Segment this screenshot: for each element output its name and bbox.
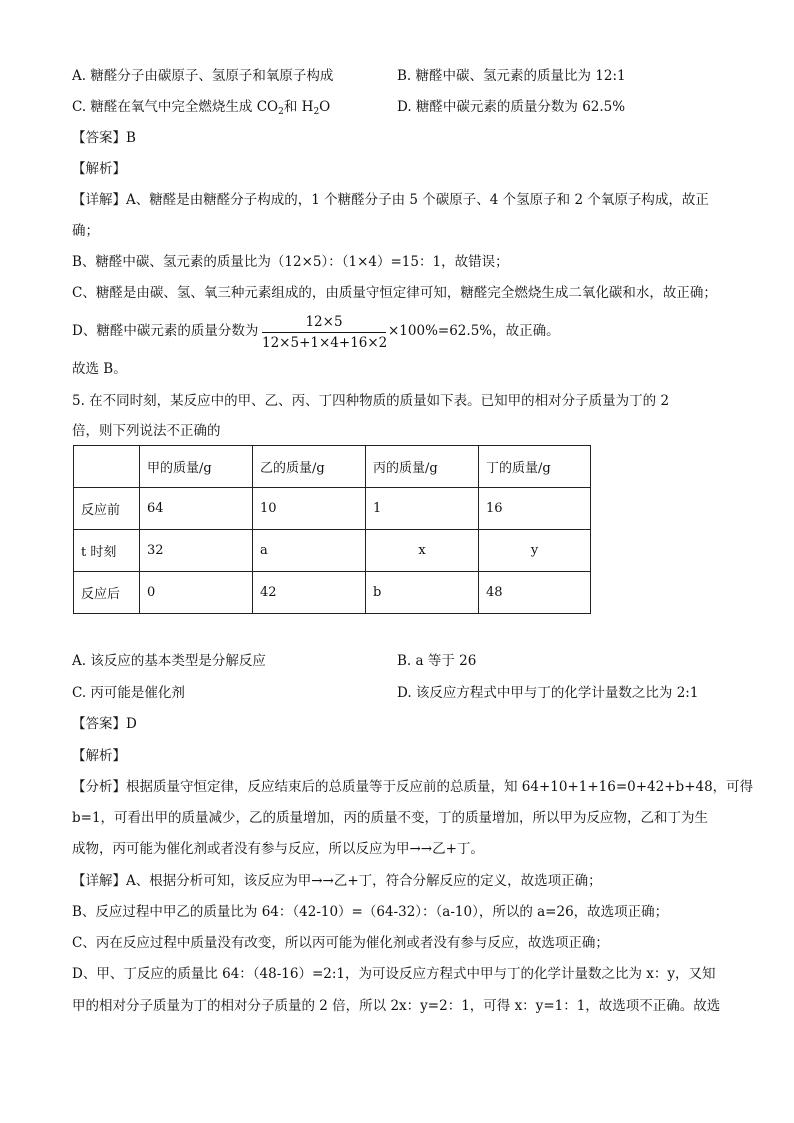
q5-fenxi-line3: 成物，丙可能为催化剂或者没有参与反应，所以反应为甲→→乙+丁。 — [72, 841, 484, 857]
q5-analysis-heading: 【解析】 — [72, 748, 126, 764]
table-cell: 42 — [253, 572, 366, 614]
q5-detail-d-cont: 甲的相对分子质量为丁的相对分子质量的 2 倍，所以 2x：y=2：1，可得 x：y=1：1，故选项不正确。故选 — [72, 998, 721, 1014]
table-cell: t 时刻 — [74, 530, 140, 572]
q4-option-c-pre: C. 糖醛在氧气中完全燃烧生成 CO — [72, 99, 279, 115]
q5-detail-c: C、丙在反应过程中质量没有改变，所以丙可能为催化剂或者没有参与反应，故选项正确； — [72, 935, 609, 951]
table-cell: x — [366, 530, 479, 572]
table-cell: 反应后 — [74, 572, 140, 614]
q4-option-c — [72, 97, 330, 122]
q5-option-d: D. 该反应方程式中甲与丁的化学计量数之比为 2:1 — [397, 685, 699, 701]
q5-option-a: A. 该反应的基本类型是分解反应 — [72, 653, 266, 669]
q5-detail-d: D、甲、丁反应的质量比 64：（48-16）=2:1，为可设反应方程式中甲与丁的化学计量数之比为 x：y，又知 — [72, 966, 716, 982]
q4-option-b: B. 糖醛中碳、氢元素的质量比为 12:1 — [397, 68, 626, 84]
table-header-cell — [74, 446, 140, 488]
table-header-row — [74, 446, 591, 488]
table-cell: 64 — [140, 488, 253, 530]
fraction-numerator: 12×5 — [305, 314, 343, 330]
table-cell: b — [366, 572, 479, 614]
table-cell: y — [479, 530, 591, 572]
table-cell: 反应前 — [74, 488, 140, 530]
q4-detail-d-pre: D、糖醛中碳元素的质量分数为 — [72, 323, 259, 339]
table-row — [74, 572, 591, 614]
q4-choose: 故选 B。 — [72, 361, 127, 377]
table-row — [74, 530, 591, 572]
table-row — [74, 488, 591, 530]
table-header-cell: 甲的质量/g — [140, 446, 253, 488]
q5-detail-b: B、反应过程中甲乙的质量比为 64：（42-10）=（64-32）：（a-10），所以的 a=26，故选项正确； — [72, 904, 669, 920]
q4-option-c-sub1: 2 — [278, 107, 284, 117]
table-header-cell: 丁的质量/g — [479, 446, 591, 488]
q5-option-b: B. a 等于 26 — [397, 653, 477, 669]
q5-fenxi-line1: 【分析】根据质量守恒定律，反应结束后的总质量等于反应前的总质量，知 64+10+1+16=0+42+b+48，可得 — [72, 779, 754, 795]
table-header-cell: 乙的质量/g — [253, 446, 366, 488]
q4-detail-b: B、糖醛中碳、氢元素的质量比为（12×5）：（1×4）=15：1，故错误； — [72, 254, 509, 270]
q4-option-c-sub2: 2 — [313, 107, 320, 117]
q5-stem-line1: 5. 在不同时刻，某反应中的甲、乙、丙、丁四种物质的质量如下表。已知甲的相对分子质量为丁的 2 — [72, 393, 670, 409]
q5-fenxi-line2: b=1，可看出甲的质量减少，乙的质量增加，丙的质量不变，丁的质量增加，所以甲为反应物，乙和丁为生 — [72, 810, 709, 826]
q4-option-c-post: O — [319, 99, 331, 115]
q5-stem-line2: 倍，则下列说法不正确的 — [72, 423, 221, 439]
mass-table — [73, 445, 591, 614]
q4-option-c-mid: 和 H — [283, 99, 314, 115]
table-cell: 10 — [253, 488, 366, 530]
table-cell: 0 — [140, 572, 253, 614]
fraction-denominator: 12×5+1×4+16×2 — [262, 335, 388, 351]
q4-detail-d-post: ×100%=62.5%，故正确。 — [388, 323, 560, 339]
table-cell: 1 — [366, 488, 479, 530]
q4-option-d: D. 糖醛中碳元素的质量分数为 62.5% — [397, 99, 626, 115]
q4-detail-a-cont: 确； — [72, 223, 99, 239]
q4-option-a: A. 糖醛分子由碳原子、氢原子和氧原子构成 — [72, 68, 334, 84]
table-header-cell: 丙的质量/g — [366, 446, 479, 488]
q4-answer: 【答案】B — [72, 130, 136, 146]
q4-detail-a: 【详解】A、糖醛是由糖醛分子构成的，1 个糖醛分子由 5 个碳原子、4 个氢原子和 2 个氧原子构成，故正 — [72, 192, 709, 208]
table-cell: 16 — [479, 488, 591, 530]
q4-detail-c: C、糖醛是由碳、氢、氧三种元素组成的，由质量守恒定律可知，糖醛完全燃烧生成二氧化碳和水，故正确； — [72, 285, 717, 301]
table-cell: a — [253, 530, 366, 572]
q5-option-c: C. 丙可能是催化剂 — [72, 685, 185, 701]
q4-analysis-heading: 【解析】 — [72, 161, 126, 177]
table-cell: 48 — [479, 572, 591, 614]
q5-detail-a: 【详解】A、根据分析可知，该反应为甲→→乙+丁，符合分解反应的定义，故选项正确； — [72, 873, 602, 889]
q5-answer: 【答案】D — [72, 716, 137, 732]
table-cell: 32 — [140, 530, 253, 572]
mass-fraction-formula — [262, 314, 386, 351]
